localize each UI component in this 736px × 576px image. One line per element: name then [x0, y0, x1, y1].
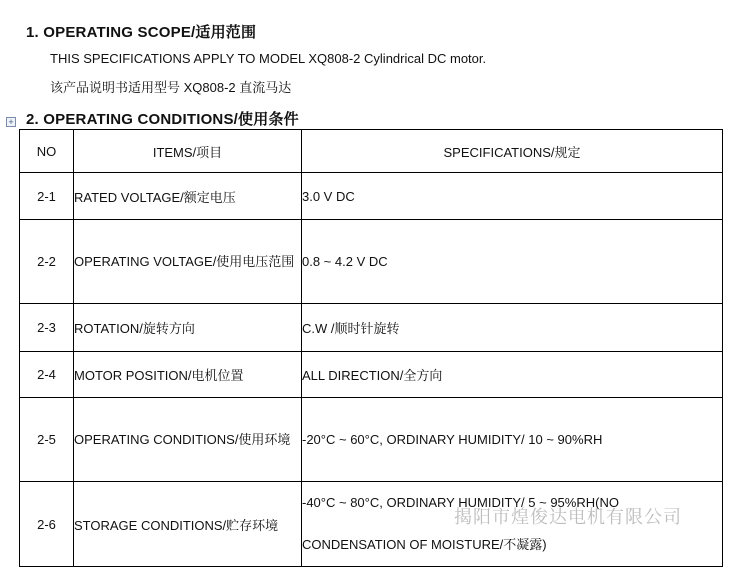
row-spec: -20°C ~ 60°C, ORDINARY HUMIDITY/ 10 ~ 90%RH: [302, 398, 723, 482]
row-number: 2-2: [20, 220, 74, 304]
table-row: [20, 352, 723, 398]
row-spec: C.W /顺时针旋转: [302, 304, 723, 352]
row-number: 2-3: [20, 304, 74, 352]
header-items: ITEMS/项目: [74, 130, 302, 173]
section-1-heading: 1. OPERATING SCOPE/适用范围: [26, 24, 257, 41]
table-move-handle-icon[interactable]: +: [6, 117, 16, 127]
row-item: OPERATING VOLTAGE/使用电压范围: [74, 220, 302, 304]
row-item: ROTATION/旋转方向: [74, 304, 302, 352]
header-no: NO: [20, 130, 74, 173]
row-number: 2-6: [20, 482, 74, 567]
table-row: [20, 220, 723, 304]
table-row: [20, 173, 723, 220]
operating-conditions-table: [19, 129, 723, 567]
row-number: 2-4: [20, 352, 74, 398]
scope-chinese-text: 该产品说明书适用型号 XQ808-2 直流马达: [50, 80, 292, 95]
row-spec: -40°C ~ 80°C, ORDINARY HUMIDITY/ 5 ~ 95%RH(NO CONDENSATION OF MOISTURE/不凝露): [302, 482, 723, 567]
table-header-row: [20, 130, 723, 173]
scope-english-text: THIS SPECIFICATIONS APPLY TO MODEL XQ808-2 Cylindrical DC motor.: [50, 51, 487, 66]
row-number: 2-5: [20, 398, 74, 482]
table-row: [20, 304, 723, 352]
row-item: STORAGE CONDITIONS/贮存环境: [74, 482, 302, 567]
header-specifications: SPECIFICATIONS/规定: [302, 130, 723, 173]
row-spec: 0.8 ~ 4.2 V DC: [302, 220, 723, 304]
row-item: OPERATING CONDITIONS/使用环境: [74, 398, 302, 482]
row-number: 2-1: [20, 173, 74, 220]
row-item: MOTOR POSITION/电机位置: [74, 352, 302, 398]
table-row: [20, 398, 723, 482]
row-spec: ALL DIRECTION/全方向: [302, 352, 723, 398]
section-2-heading: 2. OPERATING CONDITIONS/使用条件: [26, 111, 299, 128]
row-item: RATED VOLTAGE/额定电压: [74, 173, 302, 220]
row-spec: 3.0 V DC: [302, 173, 723, 220]
company-watermark: 揭阳市煌俊达电机有限公司: [454, 507, 682, 528]
